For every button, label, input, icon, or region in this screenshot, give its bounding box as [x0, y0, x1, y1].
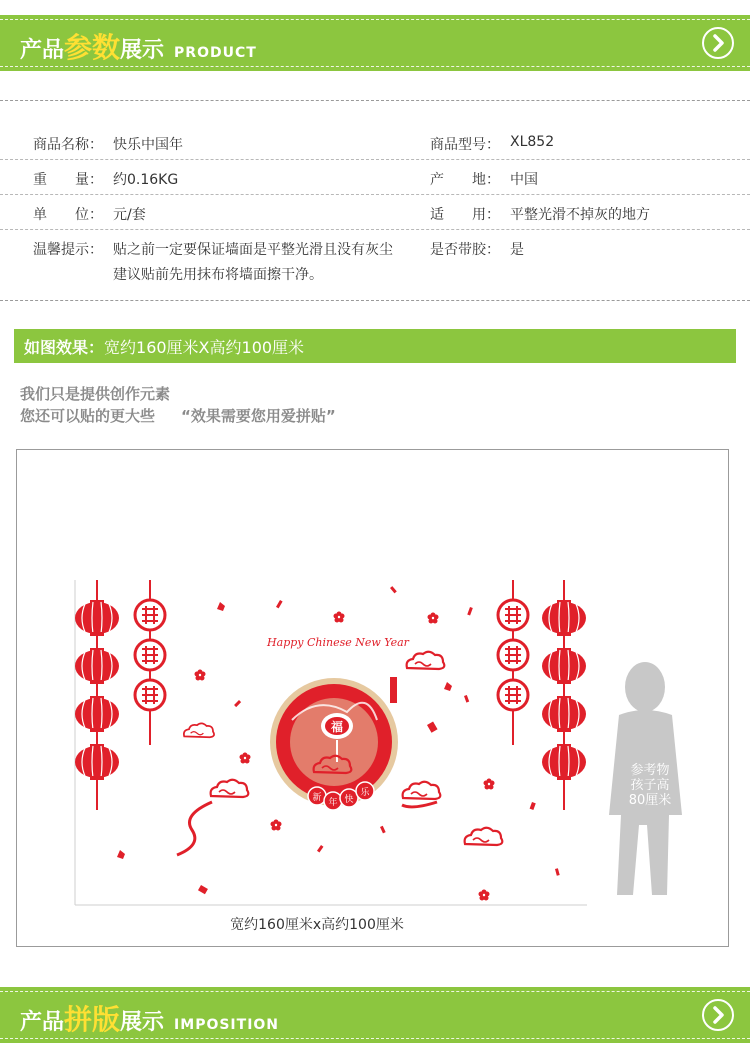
banner-title-prefix: 产品: [20, 1010, 65, 1035]
flower-icon: [334, 612, 345, 623]
banner-top-dash: [0, 991, 750, 992]
ribbon-swirl: [402, 802, 437, 807]
right-lantern-string: [542, 580, 586, 810]
effect-section-header: [14, 329, 736, 363]
product-info-table: [0, 125, 750, 290]
banner-title-english: PRODUCT: [174, 45, 257, 61]
ribbon-swirl: [177, 802, 212, 855]
info-row: [0, 230, 750, 290]
medallion-char: 福: [330, 720, 344, 734]
info-label: 重 量：: [33, 172, 103, 188]
central-medallion: [270, 677, 398, 810]
reference-label-line: 80厘米: [628, 793, 672, 808]
note-line-1: 我们只是提供创作元素: [20, 385, 171, 403]
note-line-2: [20, 405, 336, 426]
info-value: 平整光滑不掉灰的地方: [510, 207, 650, 223]
effect-header-label: 如图效果：: [24, 338, 105, 357]
flower-icon: [428, 613, 439, 624]
info-value: 是: [510, 242, 524, 258]
banner-title-english: IMPOSITION: [174, 1017, 280, 1033]
banner-title-highlight: 拼版: [64, 1003, 121, 1036]
medallion-char-2: 年: [328, 798, 338, 808]
info-value: 贴之前一定要保证墙面是平整光滑且没有灰尘: [113, 242, 393, 258]
info-value: 元/套: [113, 207, 146, 223]
flower-icon: [271, 820, 282, 831]
reference-label: [625, 763, 675, 808]
info-label: 商品名称：: [33, 137, 103, 153]
note-line-2a: 您还可以贴的更大些: [20, 407, 156, 425]
info-value: 约0.16KG: [113, 172, 179, 188]
banner-bottom-dash: [0, 66, 750, 67]
flower-icon: [479, 890, 490, 901]
cloud-icon: [403, 782, 441, 799]
flower-icon: [195, 670, 206, 681]
banner-title-suffix: 展示: [120, 38, 165, 63]
banner-bottom-dash: [0, 1038, 750, 1039]
info-value: 快乐中国年: [113, 137, 183, 153]
info-label: 商品型号：: [430, 137, 500, 153]
banner-title: [20, 998, 280, 1036]
banner-title-highlight: 参数: [64, 31, 121, 64]
info-label: 温馨提示：: [33, 242, 103, 258]
wall-sticker-scene: [17, 450, 730, 948]
medallion-char-4: 乐: [360, 788, 370, 798]
info-label: 适 用：: [430, 207, 500, 223]
cloud-icon: [465, 828, 503, 845]
info-row: [0, 195, 750, 230]
banner-top-dash: [0, 19, 750, 20]
effect-header-size: 宽约160厘米X高约100厘米: [104, 338, 305, 357]
info-value-line2: 建议贴前先用抹布将墙面擦干净。: [113, 267, 323, 283]
info-row: [0, 125, 750, 160]
info-label: 是否带胶：: [430, 242, 500, 258]
note-line-2b: “效果需要您用爱拼贴”: [181, 407, 336, 425]
cloud-icon: [184, 723, 214, 737]
size-caption: 宽约160厘米x高约100厘米: [230, 917, 404, 933]
info-row: [0, 160, 750, 195]
effect-preview-image: [16, 449, 729, 947]
greeting-text: Happy Chinese New Year: [267, 636, 409, 649]
chevron-right-circle-icon[interactable]: [702, 999, 734, 1031]
divider: [0, 100, 750, 101]
info-value: 中国: [510, 172, 538, 188]
effect-header-text: [24, 335, 304, 358]
cloud-icon: [407, 652, 445, 669]
cloud-icon: [211, 780, 249, 797]
flower-icon: [484, 779, 495, 790]
reference-label-line: 参考物: [630, 763, 670, 778]
info-value: XL852: [510, 134, 555, 150]
banner-title-prefix: 产品: [20, 38, 65, 63]
chevron-right-circle-icon[interactable]: [702, 27, 734, 59]
banner-layout: [0, 987, 750, 1043]
info-label: 产 地：: [430, 172, 500, 188]
right-ornament-string: [498, 580, 528, 745]
left-lantern-string: [75, 580, 119, 810]
banner-product-params: [0, 15, 750, 71]
reference-label-line: 孩子高: [630, 778, 670, 793]
banner-title: [20, 26, 257, 64]
info-label: 单 位：: [33, 207, 103, 223]
medallion-char-3: 快: [344, 795, 354, 805]
medallion-char-1: 新: [312, 793, 322, 803]
divider: [0, 300, 750, 301]
left-ornament-string: [135, 580, 165, 745]
banner-title-suffix: 展示: [120, 1010, 165, 1035]
flower-icon: [240, 753, 251, 764]
